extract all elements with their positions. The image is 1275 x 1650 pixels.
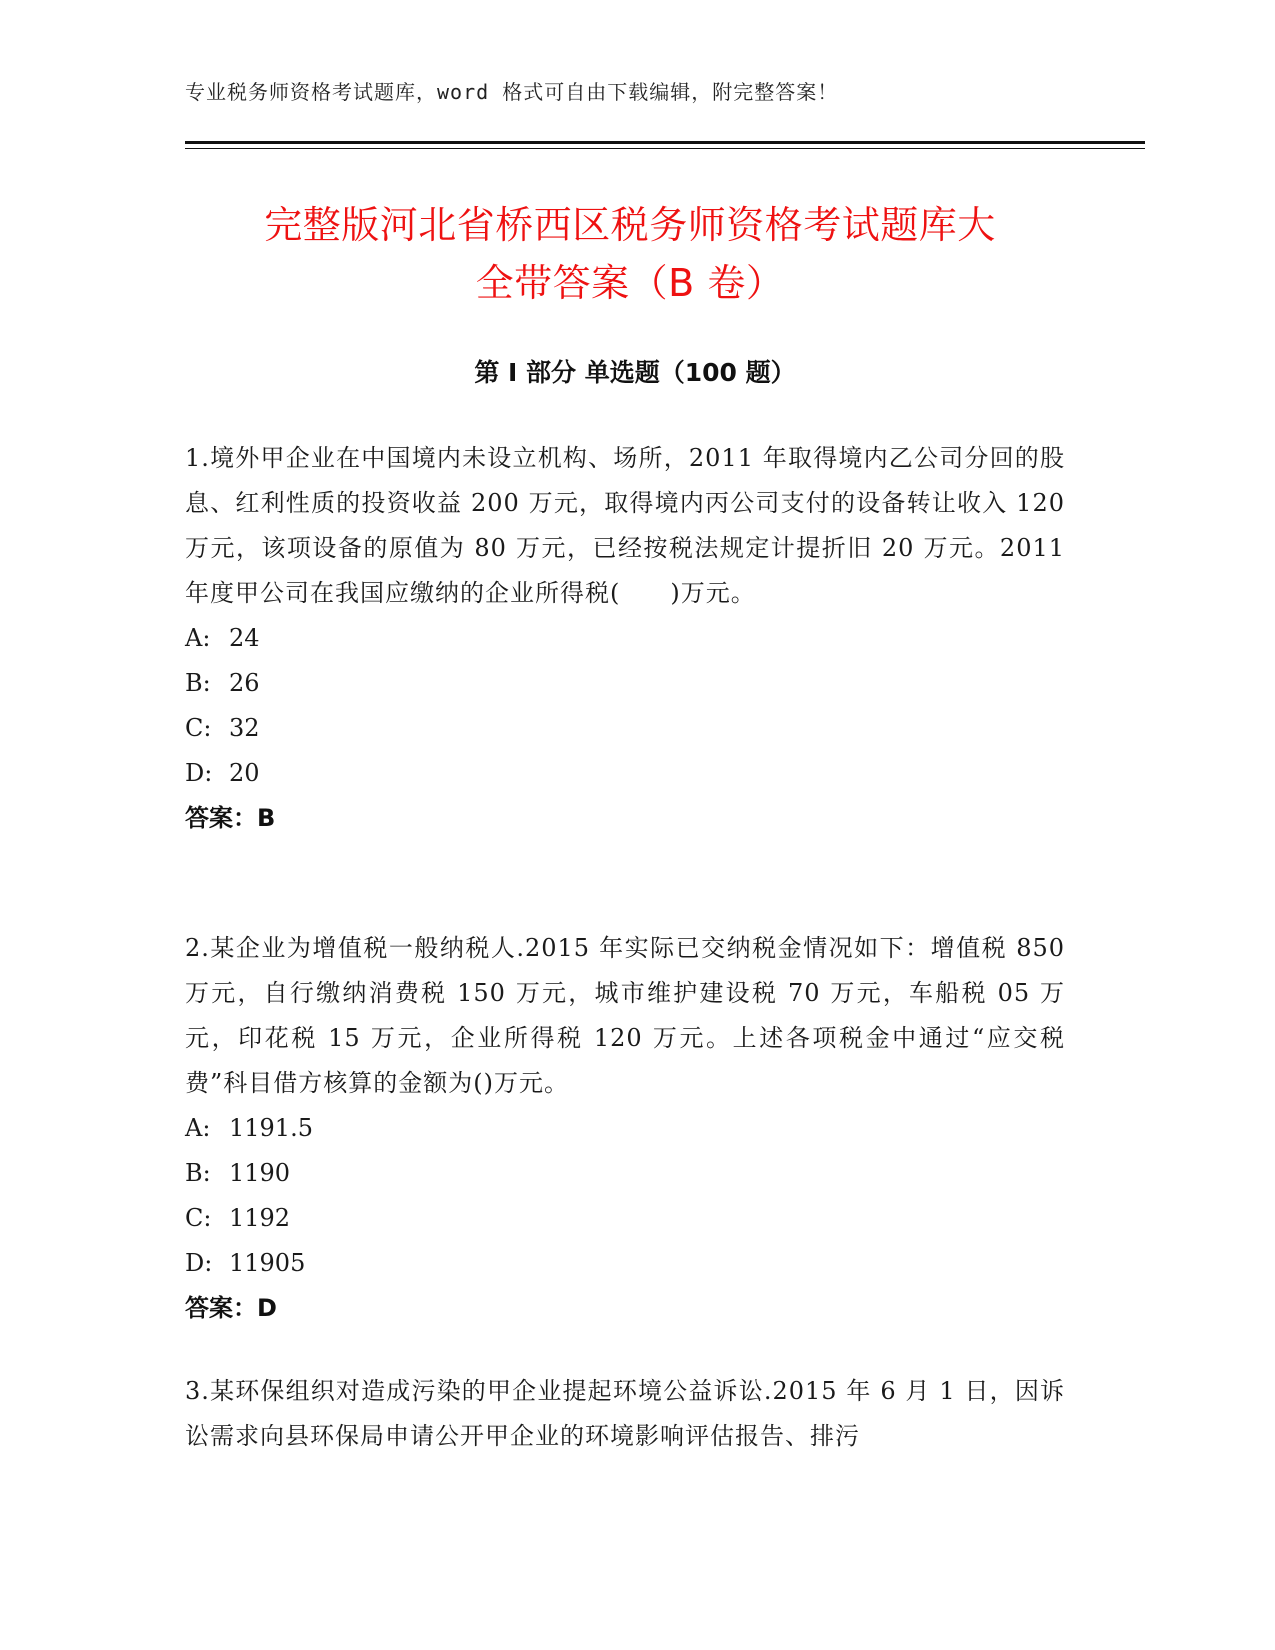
option-key: B: [185, 669, 211, 697]
header-divider-thick [185, 141, 1145, 144]
option-text: 11905 [229, 1249, 306, 1277]
section-title: 第 I 部分 单选题（100 题） [474, 358, 796, 387]
option-key: D: [185, 1249, 213, 1277]
answer-line: 答案：B [185, 804, 276, 832]
document-title-line-2: 全带答案（B 卷） [475, 261, 785, 305]
option-key: C: [185, 1204, 212, 1232]
header-note: 专业税务师资格考试题库，word 格式可自由下载编辑，附完整答案！ [185, 80, 839, 104]
question-1 [185, 436, 1065, 841]
option-text: 26 [229, 669, 260, 697]
option-d [185, 751, 1065, 796]
question-stem: 2.某企业为增值税一般纳税人.2015 年实际已交纳税金情况如下：增值税 850 万元，自行缴纳消费税 150 万元，城市维护建设税 70 万元，车船税 05 万元，印花税 15 万元，企业所得税 120 万元。上述各项税金中通过“应交税费”科目借方核算的金额为()万元。 [185, 934, 1065, 1097]
option-a [185, 1106, 1065, 1151]
option-text: 20 [229, 759, 260, 787]
document-title-line-1: 完整版河北省桥西区税务师资格考试题库大 [264, 203, 996, 247]
question-stem: 1.境外甲企业在中国境内未设立机构、场所，2011 年取得境内乙公司分回的股息、红利性质的投资收益 200 万元，取得境内丙公司支付的设备转让收入 120 万元，该项设备的原值为 80 万元，已经按税法规定计提折旧 20 万元。2011 年度甲公司在我国应缴纳的企业所得税( )万元。 [185, 444, 1065, 607]
option-key: A: [185, 624, 211, 652]
question-3 [185, 1369, 1065, 1459]
option-a [185, 616, 1065, 661]
document-title [185, 196, 1075, 312]
option-text: 32 [229, 714, 260, 742]
option-b [185, 661, 1065, 706]
question-2 [185, 926, 1065, 1331]
option-b [185, 1151, 1065, 1196]
option-text: 1190 [229, 1159, 291, 1187]
option-key: B: [185, 1159, 211, 1187]
header-divider-thin [185, 148, 1145, 149]
option-text: 1192 [229, 1204, 291, 1232]
option-d [185, 1241, 1065, 1286]
option-c [185, 706, 1065, 751]
option-key: D: [185, 759, 213, 787]
answer-line: 答案：D [185, 1294, 277, 1322]
option-text: 1191.5 [229, 1114, 313, 1142]
option-c [185, 1196, 1065, 1241]
option-key: A: [185, 1114, 211, 1142]
option-key: C: [185, 714, 212, 742]
option-text: 24 [229, 624, 260, 652]
question-stem: 3.某环保组织对造成污染的甲企业提起环境公益诉讼.2015 年 6 月 1 日，因诉讼需求向县环保局申请公开甲企业的环境影响评估报告、排污 [185, 1377, 1065, 1450]
